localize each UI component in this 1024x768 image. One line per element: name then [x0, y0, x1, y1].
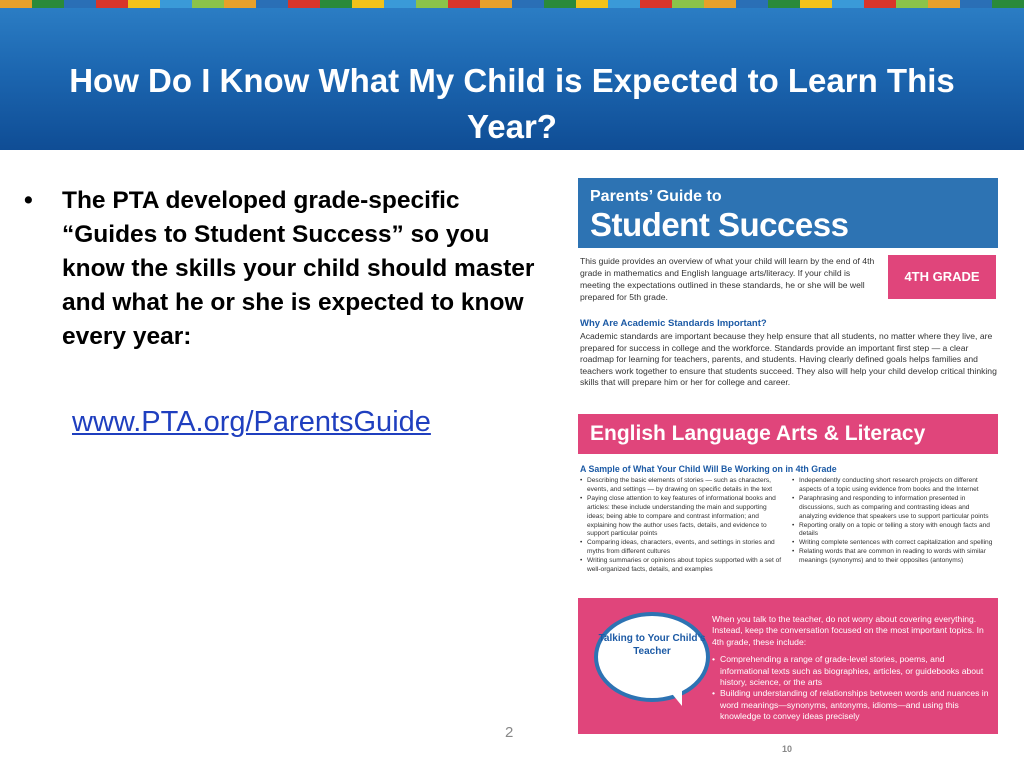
stripe-segment	[384, 0, 416, 8]
ela-banner	[578, 414, 998, 454]
stripe-segment	[512, 0, 544, 8]
list-item: • Relating words that are common in reading to words with similar meanings (synonyms) and to their opposites (antonyms)	[792, 548, 997, 566]
stripe-segment	[672, 0, 704, 8]
stripe-segment	[160, 0, 192, 8]
stripe-segment	[800, 0, 832, 8]
guide-banner-title: Student Success	[590, 206, 849, 243]
stripe-segment	[32, 0, 64, 8]
speech-bubble-icon	[594, 612, 710, 702]
list-item: • Comprehending a range of grade-level stories, poems, and informational texts such as biographies, articles, or guidebooks about history, science, or the arts	[712, 654, 992, 688]
list-item: • Describing the basic elements of stories — such as characters, events, and settings — by drawing on specific details in the text	[580, 477, 785, 495]
stripe-segment	[864, 0, 896, 8]
stripe-segment	[960, 0, 992, 8]
stripe-segment	[480, 0, 512, 8]
stripe-segment	[0, 0, 32, 8]
list-item: • Paying close attention to key features of informational books and articles: these include understanding the main and supporting ideas; being able to compare and contrast information; and explaining how the author uses facts, details, and evidence to support particular points	[580, 495, 785, 540]
list-item: • Reporting orally on a topic or telling a story with enough facts and details	[792, 522, 997, 540]
stripe-segment	[704, 0, 736, 8]
stripe-segment	[576, 0, 608, 8]
stripe-segment	[832, 0, 864, 8]
guide-intro: This guide provides an overview of what your child will learn by the end of 4th grade in mathematics and English language arts/literacy. If your child is meeting the expectations outlined in these standards, he or she will be well prepared for 5th grade.	[580, 256, 875, 302]
list-item: • Building understanding of relationships between words and nuances in word meanings—synonyms, antonyms, idioms—and using this knowledge to convey ideas precisely	[712, 688, 992, 722]
stripe-segment	[192, 0, 224, 8]
stripe-segment	[992, 0, 1024, 8]
guide-banner-subtitle: Parents’ Guide to	[590, 188, 722, 205]
stripe-segment	[896, 0, 928, 8]
stripe-segment	[544, 0, 576, 8]
slide-page-number: 2	[505, 724, 514, 741]
talk-intro: When you talk to the teacher, do not worry about covering everything. Instead, keep the conversation focused on the most important topics. In 4th grade, these include:	[712, 614, 984, 647]
list-item: • Writing summaries or opinions about topics supported with a set of well-organized facts, details, and examples	[580, 557, 785, 575]
talking-to-teacher-panel	[578, 598, 998, 734]
stripe-segment	[928, 0, 960, 8]
stripe-segment	[320, 0, 352, 8]
bullet-text: The PTA developed grade-specific “Guides to Student Success” so you know the skills your child should master and what he or she is expected to know every year:	[62, 187, 535, 350]
speech-bubble-tail	[664, 684, 682, 706]
why-text: Academic standards are important because they help ensure that all students, no matter where they live, are prepared for success in college and the workforce. Standards provide an important first step — a clear roadmap for learning for teachers, parents, and students. Having clearly defined goals helps families and teachers work together to ensure that students succeed. They also will help your child develop critical thinking skills that will prepare him or her for college and career.	[580, 331, 997, 388]
stripe-segment	[608, 0, 640, 8]
stripe-segment	[416, 0, 448, 8]
stripe-segment	[128, 0, 160, 8]
stripe-segment	[96, 0, 128, 8]
talk-list	[712, 654, 992, 722]
guide-page-number: 10	[782, 744, 793, 754]
stripe-segment	[768, 0, 800, 8]
pta-parents-guide-link[interactable]: www.PTA.org/ParentsGuide	[72, 406, 431, 438]
left-skill-list	[580, 477, 785, 575]
ela-banner-label: English Language Arts & Literacy	[590, 422, 926, 445]
stripe-segment	[256, 0, 288, 8]
stripe-segment	[448, 0, 480, 8]
talk-text	[712, 614, 992, 723]
guide-banner	[578, 178, 998, 248]
stripe-segment	[64, 0, 96, 8]
bullet-marker: •	[24, 186, 33, 214]
color-stripe	[0, 0, 1024, 8]
bubble-text: Talking to Your Child’s Teacher	[598, 633, 706, 657]
stripe-segment	[736, 0, 768, 8]
stripe-segment	[640, 0, 672, 8]
grade-badge: 4TH GRADE	[888, 255, 996, 299]
list-item: • Comparing ideas, characters, events, and settings in stories and myths from different cultures	[580, 539, 785, 557]
stripe-segment	[288, 0, 320, 8]
list-item: • Writing complete sentences with correct capitalization and spelling	[792, 539, 997, 548]
list-item: • Paraphrasing and responding to information presented in discussions, such as comparing and contrasting ideas and analyzing evidence that speakers use to support particular points	[792, 495, 997, 522]
stripe-segment	[224, 0, 256, 8]
list-item: • Independently conducting short research projects on different aspects of a topic using evidence from books and the Internet	[792, 477, 997, 495]
sample-heading: A Sample of What Your Child Will Be Working on in 4th Grade	[580, 464, 837, 474]
parents-guide-image	[578, 178, 998, 758]
right-skill-list	[792, 477, 997, 566]
stripe-segment	[352, 0, 384, 8]
why-heading: Why Are Academic Standards Important?	[580, 318, 767, 329]
slide-title: How Do I Know What My Child is Expected to Learn This Year?	[69, 62, 955, 145]
